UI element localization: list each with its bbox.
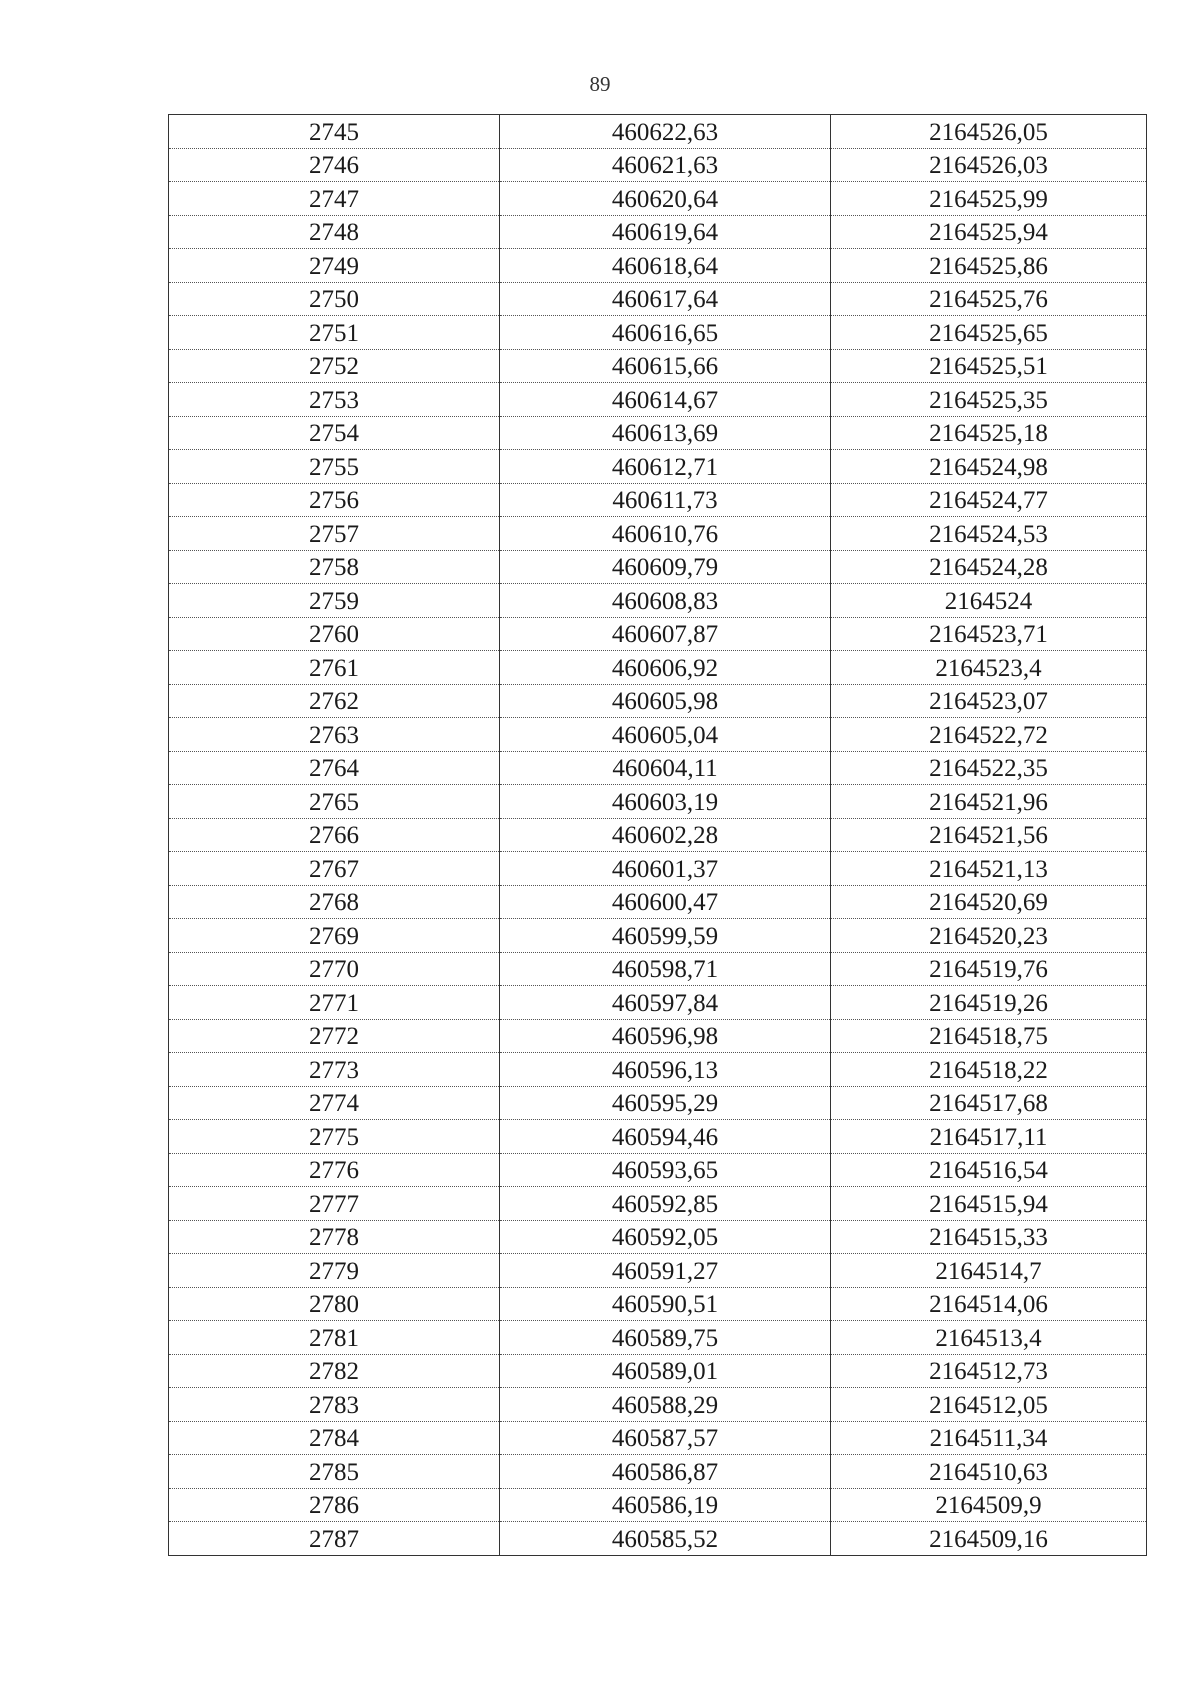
y-coordinate-cell: 2164509,16 — [831, 1522, 1147, 1556]
x-coordinate-cell: 460594,46 — [500, 1120, 831, 1154]
table-row — [169, 1287, 1147, 1321]
x-coordinate-cell: 460618,64 — [500, 249, 831, 283]
point-number-cell: 2757 — [169, 517, 500, 551]
y-coordinate-cell: 2164518,22 — [831, 1053, 1147, 1087]
y-coordinate-cell: 2164524 — [831, 584, 1147, 618]
y-coordinate-cell: 2164517,68 — [831, 1086, 1147, 1120]
table-row — [169, 249, 1147, 283]
x-coordinate-cell: 460609,79 — [500, 550, 831, 584]
x-coordinate-cell: 460617,64 — [500, 282, 831, 316]
table-row — [169, 584, 1147, 618]
table-row — [169, 349, 1147, 383]
x-coordinate-cell: 460601,37 — [500, 852, 831, 886]
table-row — [169, 1220, 1147, 1254]
y-coordinate-cell: 2164525,35 — [831, 383, 1147, 417]
table-row — [169, 1522, 1147, 1556]
point-number-cell: 2774 — [169, 1086, 500, 1120]
x-coordinate-cell: 460603,19 — [500, 785, 831, 819]
table-row — [169, 785, 1147, 819]
x-coordinate-cell: 460589,75 — [500, 1321, 831, 1355]
table-row — [169, 1120, 1147, 1154]
table-row — [169, 215, 1147, 249]
y-coordinate-cell: 2164514,7 — [831, 1254, 1147, 1288]
table-row — [169, 818, 1147, 852]
x-coordinate-cell: 460586,19 — [500, 1488, 831, 1522]
y-coordinate-cell: 2164515,33 — [831, 1220, 1147, 1254]
table-row — [169, 617, 1147, 651]
x-coordinate-cell: 460595,29 — [500, 1086, 831, 1120]
x-coordinate-cell: 460606,92 — [500, 651, 831, 685]
point-number-cell: 2777 — [169, 1187, 500, 1221]
table-row — [169, 952, 1147, 986]
y-coordinate-cell: 2164523,4 — [831, 651, 1147, 685]
point-number-cell: 2750 — [169, 282, 500, 316]
y-coordinate-cell: 2164512,73 — [831, 1354, 1147, 1388]
table-row — [169, 1421, 1147, 1455]
point-number-cell: 2760 — [169, 617, 500, 651]
table-row — [169, 182, 1147, 216]
x-coordinate-cell: 460592,05 — [500, 1220, 831, 1254]
point-number-cell: 2783 — [169, 1388, 500, 1422]
x-coordinate-cell: 460610,76 — [500, 517, 831, 551]
point-number-cell: 2776 — [169, 1153, 500, 1187]
point-number-cell: 2761 — [169, 651, 500, 685]
y-coordinate-cell: 2164525,99 — [831, 182, 1147, 216]
x-coordinate-cell: 460622,63 — [500, 115, 831, 149]
x-coordinate-cell: 460596,13 — [500, 1053, 831, 1087]
point-number-cell: 2749 — [169, 249, 500, 283]
table-row — [169, 1254, 1147, 1288]
x-coordinate-cell: 460619,64 — [500, 215, 831, 249]
coordinates-table — [168, 114, 1147, 1556]
x-coordinate-cell: 460599,59 — [500, 919, 831, 953]
y-coordinate-cell: 2164524,28 — [831, 550, 1147, 584]
point-number-cell: 2770 — [169, 952, 500, 986]
point-number-cell: 2772 — [169, 1019, 500, 1053]
x-coordinate-cell: 460613,69 — [500, 416, 831, 450]
x-coordinate-cell: 460602,28 — [500, 818, 831, 852]
y-coordinate-cell: 2164525,76 — [831, 282, 1147, 316]
x-coordinate-cell: 460604,11 — [500, 751, 831, 785]
point-number-cell: 2784 — [169, 1421, 500, 1455]
point-number-cell: 2745 — [169, 115, 500, 149]
point-number-cell: 2781 — [169, 1321, 500, 1355]
point-number-cell: 2752 — [169, 349, 500, 383]
x-coordinate-cell: 460615,66 — [500, 349, 831, 383]
table-row — [169, 148, 1147, 182]
point-number-cell: 2768 — [169, 885, 500, 919]
point-number-cell: 2779 — [169, 1254, 500, 1288]
y-coordinate-cell: 2164517,11 — [831, 1120, 1147, 1154]
x-coordinate-cell: 460596,98 — [500, 1019, 831, 1053]
y-coordinate-cell: 2164526,03 — [831, 148, 1147, 182]
x-coordinate-cell: 460608,83 — [500, 584, 831, 618]
x-coordinate-cell: 460605,98 — [500, 684, 831, 718]
point-number-cell: 2769 — [169, 919, 500, 953]
table-row — [169, 986, 1147, 1020]
table-row — [169, 1153, 1147, 1187]
y-coordinate-cell: 2164520,23 — [831, 919, 1147, 953]
y-coordinate-cell: 2164515,94 — [831, 1187, 1147, 1221]
point-number-cell: 2754 — [169, 416, 500, 450]
x-coordinate-cell: 460590,51 — [500, 1287, 831, 1321]
point-number-cell: 2780 — [169, 1287, 500, 1321]
y-coordinate-cell: 2164525,51 — [831, 349, 1147, 383]
point-number-cell: 2759 — [169, 584, 500, 618]
table-row — [169, 1019, 1147, 1053]
table-row — [169, 483, 1147, 517]
y-coordinate-cell: 2164523,07 — [831, 684, 1147, 718]
y-coordinate-cell: 2164523,71 — [831, 617, 1147, 651]
x-coordinate-cell: 460620,64 — [500, 182, 831, 216]
x-coordinate-cell: 460598,71 — [500, 952, 831, 986]
x-coordinate-cell: 460611,73 — [500, 483, 831, 517]
y-coordinate-cell: 2164522,35 — [831, 751, 1147, 785]
point-number-cell: 2762 — [169, 684, 500, 718]
point-number-cell: 2753 — [169, 383, 500, 417]
x-coordinate-cell: 460616,65 — [500, 316, 831, 350]
table-row — [169, 885, 1147, 919]
point-number-cell: 2746 — [169, 148, 500, 182]
table-row — [169, 383, 1147, 417]
x-coordinate-cell: 460621,63 — [500, 148, 831, 182]
table-row — [169, 1053, 1147, 1087]
point-number-cell: 2773 — [169, 1053, 500, 1087]
point-number-cell: 2787 — [169, 1522, 500, 1556]
x-coordinate-cell: 460600,47 — [500, 885, 831, 919]
y-coordinate-cell: 2164510,63 — [831, 1455, 1147, 1489]
x-coordinate-cell: 460586,87 — [500, 1455, 831, 1489]
y-coordinate-cell: 2164519,76 — [831, 952, 1147, 986]
x-coordinate-cell: 460612,71 — [500, 450, 831, 484]
point-number-cell: 2767 — [169, 852, 500, 886]
point-number-cell: 2765 — [169, 785, 500, 819]
table-row — [169, 852, 1147, 886]
table-row — [169, 450, 1147, 484]
table-row — [169, 684, 1147, 718]
table-row — [169, 316, 1147, 350]
table-row — [169, 550, 1147, 584]
table-row — [169, 919, 1147, 953]
y-coordinate-cell: 2164512,05 — [831, 1388, 1147, 1422]
x-coordinate-cell: 460585,52 — [500, 1522, 831, 1556]
table-row — [169, 1354, 1147, 1388]
point-number-cell: 2786 — [169, 1488, 500, 1522]
point-number-cell: 2763 — [169, 718, 500, 752]
table-row — [169, 517, 1147, 551]
y-coordinate-cell: 2164509,9 — [831, 1488, 1147, 1522]
x-coordinate-cell: 460614,67 — [500, 383, 831, 417]
x-coordinate-cell: 460587,57 — [500, 1421, 831, 1455]
y-coordinate-cell: 2164525,94 — [831, 215, 1147, 249]
y-coordinate-cell: 2164524,77 — [831, 483, 1147, 517]
x-coordinate-cell: 460591,27 — [500, 1254, 831, 1288]
x-coordinate-cell: 460588,29 — [500, 1388, 831, 1422]
x-coordinate-cell: 460607,87 — [500, 617, 831, 651]
point-number-cell: 2747 — [169, 182, 500, 216]
point-number-cell: 2751 — [169, 316, 500, 350]
table-row — [169, 1455, 1147, 1489]
table-row — [169, 751, 1147, 785]
y-coordinate-cell: 2164521,13 — [831, 852, 1147, 886]
y-coordinate-cell: 2164514,06 — [831, 1287, 1147, 1321]
table-row — [169, 1388, 1147, 1422]
x-coordinate-cell: 460605,04 — [500, 718, 831, 752]
point-number-cell: 2758 — [169, 550, 500, 584]
y-coordinate-cell: 2164513,4 — [831, 1321, 1147, 1355]
table-row — [169, 1086, 1147, 1120]
point-number-cell: 2766 — [169, 818, 500, 852]
table-row — [169, 1187, 1147, 1221]
y-coordinate-cell: 2164524,53 — [831, 517, 1147, 551]
y-coordinate-cell: 2164516,54 — [831, 1153, 1147, 1187]
y-coordinate-cell: 2164525,86 — [831, 249, 1147, 283]
x-coordinate-cell: 460597,84 — [500, 986, 831, 1020]
table-row — [169, 718, 1147, 752]
y-coordinate-cell: 2164521,56 — [831, 818, 1147, 852]
point-number-cell: 2785 — [169, 1455, 500, 1489]
point-number-cell: 2778 — [169, 1220, 500, 1254]
y-coordinate-cell: 2164524,98 — [831, 450, 1147, 484]
point-number-cell: 2782 — [169, 1354, 500, 1388]
y-coordinate-cell: 2164526,05 — [831, 115, 1147, 149]
y-coordinate-cell: 2164511,34 — [831, 1421, 1147, 1455]
x-coordinate-cell: 460592,85 — [500, 1187, 831, 1221]
y-coordinate-cell: 2164521,96 — [831, 785, 1147, 819]
table-row — [169, 1488, 1147, 1522]
y-coordinate-cell: 2164520,69 — [831, 885, 1147, 919]
point-number-cell: 2775 — [169, 1120, 500, 1154]
table-row — [169, 1321, 1147, 1355]
y-coordinate-cell: 2164525,65 — [831, 316, 1147, 350]
y-coordinate-cell: 2164522,72 — [831, 718, 1147, 752]
point-number-cell: 2748 — [169, 215, 500, 249]
point-number-cell: 2755 — [169, 450, 500, 484]
point-number-cell: 2764 — [169, 751, 500, 785]
y-coordinate-cell: 2164518,75 — [831, 1019, 1147, 1053]
y-coordinate-cell: 2164525,18 — [831, 416, 1147, 450]
point-number-cell: 2756 — [169, 483, 500, 517]
table-row — [169, 115, 1147, 149]
page-number: 89 — [589, 72, 611, 96]
point-number-cell: 2771 — [169, 986, 500, 1020]
table-row — [169, 651, 1147, 685]
x-coordinate-cell: 460589,01 — [500, 1354, 831, 1388]
coordinates-table-body — [169, 115, 1147, 1556]
table-row — [169, 416, 1147, 450]
y-coordinate-cell: 2164519,26 — [831, 986, 1147, 1020]
x-coordinate-cell: 460593,65 — [500, 1153, 831, 1187]
table-row — [169, 282, 1147, 316]
